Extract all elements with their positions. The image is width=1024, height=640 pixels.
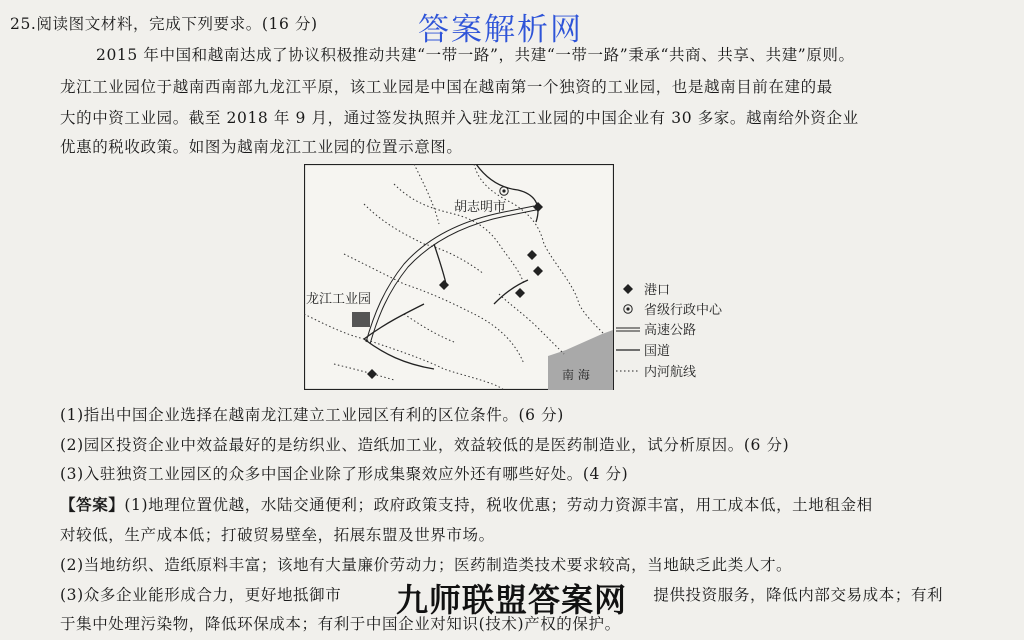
industrial-park-marker <box>352 312 370 327</box>
location-map <box>304 164 614 390</box>
watermark-top: 答案解析网 <box>418 12 583 48</box>
answer-line-1 <box>60 493 873 515</box>
answer-label: 【答案】 <box>60 495 125 514</box>
sub-question-1: (1)指出中国企业选择在越南龙江建立工业园区有利的区位条件。(6 分) <box>60 406 564 424</box>
sea-label: 南 海 <box>562 368 590 382</box>
port-diamond-icon <box>623 284 633 294</box>
question-header: 25.阅读图文材料，完成下列要求。(16 分) <box>10 15 318 33</box>
park-label: 龙江工业园 <box>306 292 372 307</box>
legend-port: 港口 <box>644 283 671 298</box>
legend-expressway: 高速公路 <box>644 323 697 338</box>
question-body-line-2: 龙江工业园位于越南西南部九龙江平原，该工业园是中国在越南第一个独资的工业园，也是越南目前在建的最 <box>60 78 833 96</box>
answer-line-3: (2)当地纺织、造纸原料丰富；该地有大量廉价劳动力；医药制造类技术要求较高，当地缺乏此类人才。 <box>60 556 793 574</box>
answer-text-4a: (3)众多企业能形成合力，更好地抵御市 <box>60 586 342 604</box>
answer-line-5: 于集中处理污染物，降低环保成本；有利于中国企业对知识(技术)产权的保护。 <box>60 615 621 633</box>
watermark-bottom: 九师联盟答案网 <box>396 581 628 619</box>
answer-line-2: 对较低，生产成本低；打破贸易壁垒，拓展东盟及世界市场。 <box>60 526 495 544</box>
legend-panel <box>614 270 764 390</box>
question-body-line-4: 优惠的税收政策。如图为越南龙江工业园的位置示意图。 <box>60 138 463 156</box>
question-body-line-3: 大的中资工业园。截至 2018 年 9 月，通过签发执照并入驻龙江工业园的中国企业有 30 多家。越南给外资企业 <box>60 109 859 127</box>
city-label: 胡志明市 <box>454 200 507 215</box>
legend-inland-waterway: 内河航线 <box>644 365 697 380</box>
legend-national-road: 国道 <box>644 344 671 359</box>
answer-text-4b: 提供投资服务，降低内部交易成本；有利 <box>653 586 944 604</box>
answer-text-1: (1)地理位置优越，水陆交通便利；政府政策支持，税收优惠；劳动力资源丰富，用工成本低，土地租金相 <box>124 496 873 514</box>
legend-provincial-center: 省级行政中心 <box>644 303 723 318</box>
sub-question-2: (2)园区投资企业中效益最好的是纺织业、造纸加工业，效益较低的是医药制造业，试分析原因。(6 分) <box>60 436 790 454</box>
question-body-line-1: 2015 年中国和越南达成了协议积极推动共建“一带一路”，共建“一带一路”秉承“共商、共享、共建”原则。 <box>96 46 855 64</box>
sub-question-3: (3)入驻独资工业园区的众多中国企业除了形成集聚效应外还有哪些好处。(4 分) <box>60 465 629 483</box>
